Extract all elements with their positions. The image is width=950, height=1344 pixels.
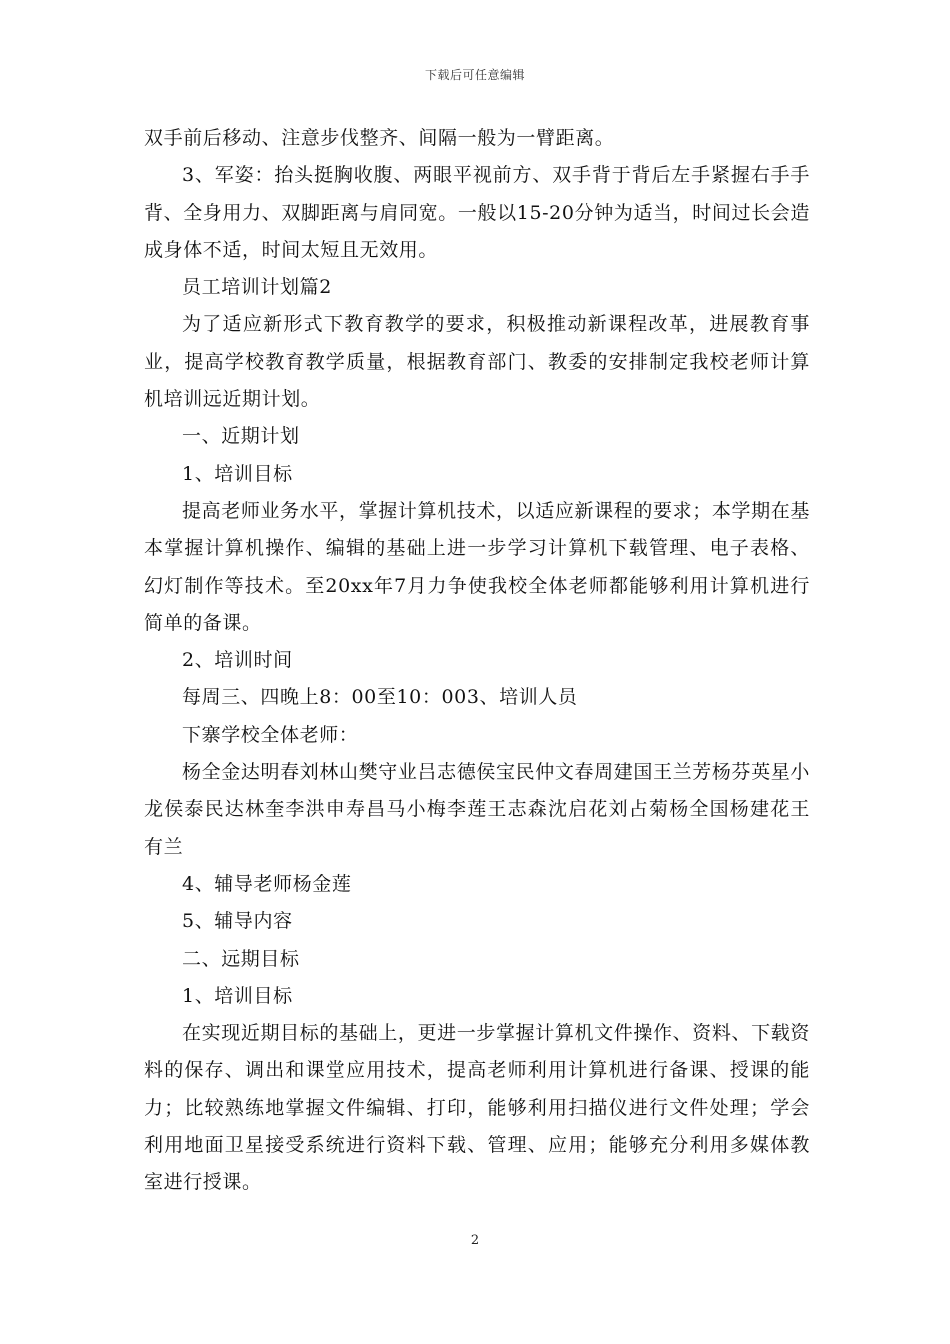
heading-near-term-plan: 一、近期计划 [182, 425, 300, 448]
heading-tutoring-content: 5、辅导内容 [182, 910, 293, 933]
heading-long-term-goal: 二、远期目标 [182, 947, 300, 970]
paragraph-training-goal: 提高老师业务水平，掌握计算机技术，以适应新课程的要求；本学期在基本掌握计算机操作、编辑的基础上进一步学习计算机下载管理、电子表格、幻灯制作等技术。至20xx年7月力争使我校全体老师都能够利用计算机进行简单的备课。 [144, 499, 810, 634]
page-header: 下载后可任意编辑 [424, 68, 525, 82]
paragraph-training-time: 每周三、四晚上8：00至10：003、培训人员 [182, 686, 578, 709]
heading-tutor: 4、辅导老师杨金莲 [182, 872, 352, 895]
paragraph-continuation: 双手前后移动、注意步伐整齐、间隔一般为一臂距离。 [144, 127, 615, 149]
document-body [144, 120, 810, 1202]
section-heading-training-plan-2: 员工培训计划篇2 [182, 276, 332, 299]
paragraph-military-posture: 3、军姿：抬头挺胸收腹、两眼平视前方、双手背于背后左手紧握右手手背、全身用力、双脚距离与肩同宽。一般以15-20分钟为适当，时间过长会造成身体不适，时间太短且无效用。 [144, 164, 810, 261]
heading-long-term-training-goal: 1、培训目标 [182, 984, 293, 1007]
paragraph-long-term-training-goal: 在实现近期目标的基础上，更进一步掌握计算机文件操作、资料、下载资料的保存、调出和课堂应用技术，提高老师利用计算机进行备课、授课的能力；比较熟练地掌握文件编辑、打印，能够利用扫描仪进行文件处理；学会利用地面卫星接受系统进行资料下载、管理、应用；能够充分利用多媒体教室进行授课。 [144, 1022, 810, 1194]
heading-training-goal: 1、培训目标 [182, 462, 293, 485]
page-number: 2 [470, 1233, 480, 1248]
paragraph-introduction: 为了适应新形式下教育教学的要求，积极推动新课程改革，进展教育事业，提高学校教育教学质量，根据教育部门、教委的安排制定我校老师计算机培训远近期计划。 [144, 313, 810, 411]
heading-training-time: 2、培训时间 [182, 649, 293, 672]
paragraph-trainees-intro: 下寨学校全体老师： [182, 723, 359, 746]
paragraph-trainee-names: 杨全金达明春刘林山樊守业吕志德侯宝民仲文春周建国王兰芳杨芬英星小龙侯泰民达林奎李洪申寿昌马小梅李莲王志森沈启花刘占菊杨全国杨建花王有兰 [144, 761, 810, 858]
